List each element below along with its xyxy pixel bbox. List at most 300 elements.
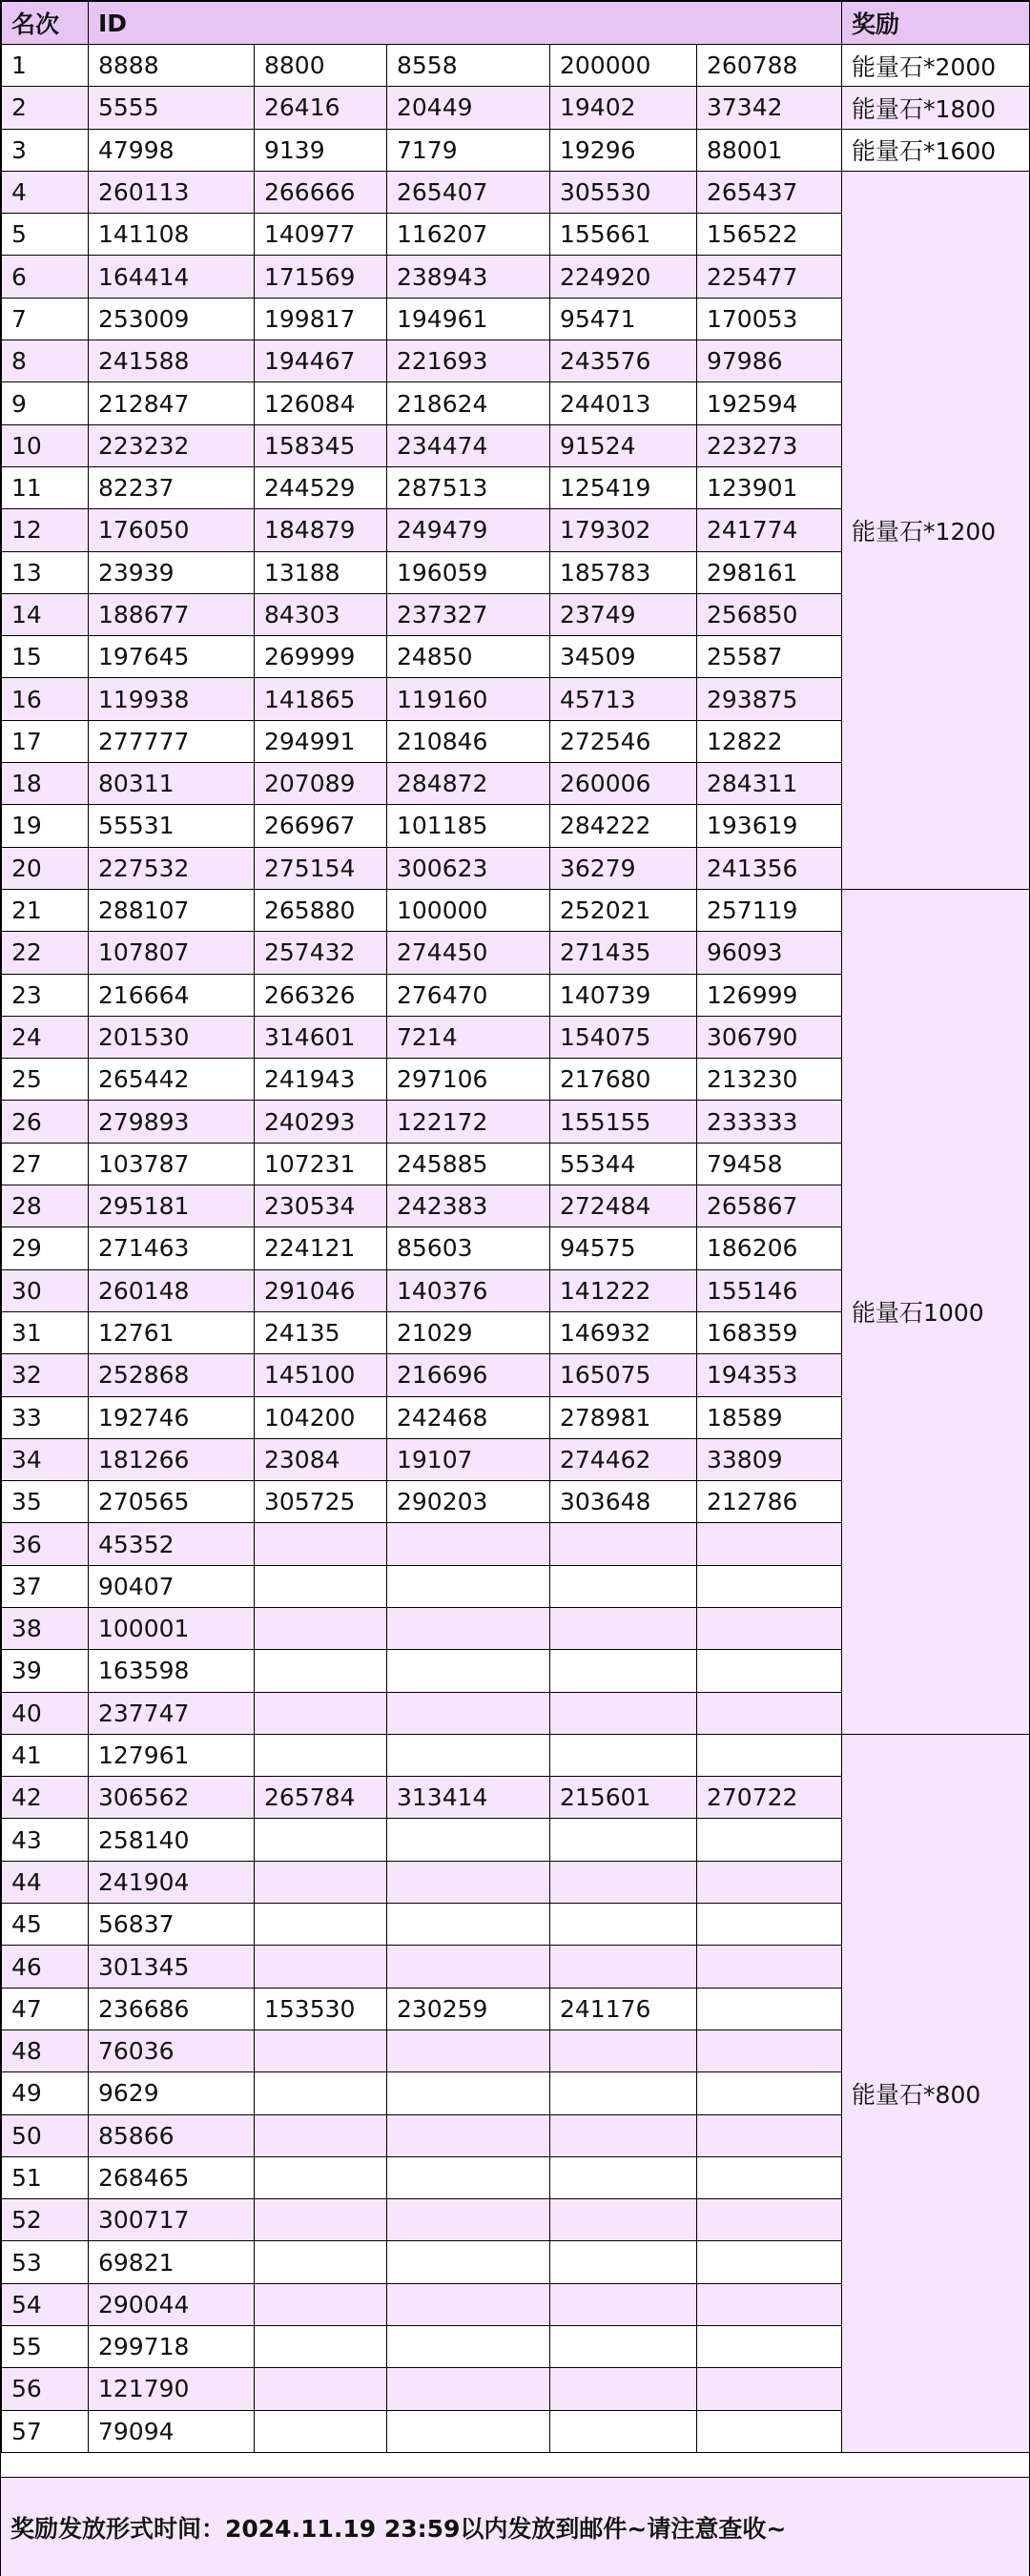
id-cell: 260006 [550, 763, 697, 805]
id-cell [387, 2072, 550, 2114]
id-cell [387, 2283, 550, 2325]
id-cell: 265880 [255, 889, 387, 931]
id-cell: 236686 [89, 1988, 255, 2030]
id-cell [550, 1734, 697, 1776]
id-cell: 25587 [697, 636, 842, 678]
id-cell: 186206 [697, 1227, 842, 1269]
id-cell [255, 1734, 387, 1776]
id-cell: 79458 [697, 1143, 842, 1185]
id-cell: 194353 [697, 1354, 842, 1396]
id-cell: 116207 [387, 214, 550, 256]
id-cell: 127961 [89, 1734, 255, 1776]
id-cell: 284222 [550, 805, 697, 847]
id-cell: 277777 [89, 720, 255, 762]
id-cell: 298161 [697, 551, 842, 593]
id-cell: 241356 [697, 847, 842, 889]
reward-cell: 能量石*1200 [842, 171, 1030, 889]
id-cell: 290044 [89, 2283, 255, 2325]
id-cell [255, 2156, 387, 2198]
id-cell: 284311 [697, 763, 842, 805]
id-cell: 237747 [89, 1692, 255, 1734]
id-cell: 85866 [89, 2114, 255, 2156]
id-cell: 241774 [697, 509, 842, 551]
rank-cell: 48 [2, 2030, 89, 2071]
id-cell [387, 2241, 550, 2283]
id-cell: 212847 [89, 382, 255, 424]
id-cell: 278981 [550, 1396, 697, 1438]
rank-cell: 25 [2, 1059, 89, 1101]
id-cell: 260113 [89, 171, 255, 213]
id-cell: 268465 [89, 2156, 255, 2198]
rank-cell: 30 [2, 1269, 89, 1311]
id-cell [387, 2368, 550, 2410]
id-cell: 272484 [550, 1185, 697, 1227]
id-cell: 88001 [697, 129, 842, 171]
id-cell: 224920 [550, 256, 697, 298]
id-cell: 20449 [387, 87, 550, 129]
id-cell [255, 1692, 387, 1734]
id-cell [697, 1565, 842, 1607]
rank-cell: 46 [2, 1946, 89, 1988]
id-cell: 241943 [255, 1059, 387, 1101]
id-cell: 244013 [550, 382, 697, 424]
id-cell: 241904 [89, 1861, 255, 1903]
id-cell: 201530 [89, 1016, 255, 1058]
id-cell [387, 1692, 550, 1734]
id-cell: 12761 [89, 1311, 255, 1353]
id-cell: 249479 [387, 509, 550, 551]
rank-cell: 20 [2, 847, 89, 889]
id-cell: 80311 [89, 763, 255, 805]
id-cell: 265407 [387, 171, 550, 213]
rank-cell: 39 [2, 1650, 89, 1692]
id-cell [255, 1607, 387, 1649]
id-cell [550, 1607, 697, 1649]
id-cell: 207089 [255, 763, 387, 805]
id-cell: 97986 [697, 340, 842, 382]
rank-cell: 32 [2, 1354, 89, 1396]
id-cell: 100001 [89, 1607, 255, 1649]
id-cell [387, 1946, 550, 1988]
id-cell: 271435 [550, 932, 697, 974]
id-cell: 303648 [550, 1481, 697, 1523]
id-cell [697, 1988, 842, 2030]
id-cell: 313414 [387, 1777, 550, 1819]
id-cell [387, 2199, 550, 2241]
id-cell: 33809 [697, 1438, 842, 1480]
id-cell [697, 2241, 842, 2283]
id-cell: 279893 [89, 1101, 255, 1143]
rank-cell: 49 [2, 2072, 89, 2114]
id-cell [550, 1650, 697, 1692]
id-cell: 299718 [89, 2326, 255, 2368]
id-cell [255, 2199, 387, 2241]
id-cell [255, 2114, 387, 2156]
id-cell [697, 2283, 842, 2325]
id-cell: 171569 [255, 256, 387, 298]
id-cell: 103787 [89, 1143, 255, 1185]
id-cell: 243576 [550, 340, 697, 382]
rank-cell: 21 [2, 889, 89, 931]
id-cell: 164414 [89, 256, 255, 298]
id-cell: 238943 [387, 256, 550, 298]
id-cell [387, 1904, 550, 1946]
id-cell [697, 1819, 842, 1861]
id-cell: 306790 [697, 1016, 842, 1058]
id-cell: 290203 [387, 1481, 550, 1523]
id-cell: 153530 [255, 1988, 387, 2030]
rank-cell: 40 [2, 1692, 89, 1734]
rank-cell: 50 [2, 2114, 89, 2156]
table-row [2, 45, 1030, 87]
id-cell [255, 2283, 387, 2325]
id-cell: 121790 [89, 2368, 255, 2410]
id-cell: 274462 [550, 1438, 697, 1480]
id-cell [697, 2156, 842, 2198]
rank-cell: 17 [2, 720, 89, 762]
rank-cell: 6 [2, 256, 89, 298]
id-cell: 141865 [255, 678, 387, 720]
id-cell [255, 2368, 387, 2410]
id-cell: 197645 [89, 636, 255, 678]
id-cell: 300717 [89, 2199, 255, 2241]
id-cell [550, 2156, 697, 2198]
id-cell: 230534 [255, 1185, 387, 1227]
table-row [2, 1734, 1030, 1776]
rank-cell: 23 [2, 974, 89, 1016]
rank-cell: 19 [2, 805, 89, 847]
id-cell: 8888 [89, 45, 255, 87]
id-cell: 252021 [550, 889, 697, 931]
rank-cell: 42 [2, 1777, 89, 1819]
id-cell [550, 1523, 697, 1565]
id-cell: 266967 [255, 805, 387, 847]
id-cell [550, 1904, 697, 1946]
rank-cell: 4 [2, 171, 89, 213]
id-cell: 126084 [255, 382, 387, 424]
id-cell [255, 1523, 387, 1565]
id-cell: 276470 [387, 974, 550, 1016]
id-cell: 82237 [89, 466, 255, 508]
id-cell: 158345 [255, 424, 387, 466]
id-cell: 194961 [387, 298, 550, 340]
id-cell: 210846 [387, 720, 550, 762]
id-cell: 24850 [387, 636, 550, 678]
id-cell: 234474 [387, 424, 550, 466]
id-cell: 244529 [255, 466, 387, 508]
id-cell: 217680 [550, 1059, 697, 1101]
id-cell [255, 2241, 387, 2283]
id-cell: 95471 [550, 298, 697, 340]
id-cell [387, 1523, 550, 1565]
rank-cell: 9 [2, 382, 89, 424]
id-cell: 265867 [697, 1185, 842, 1227]
id-cell: 194467 [255, 340, 387, 382]
id-cell: 242383 [387, 1185, 550, 1227]
id-cell: 170053 [697, 298, 842, 340]
rank-cell: 11 [2, 466, 89, 508]
id-cell: 227532 [89, 847, 255, 889]
rank-cell: 55 [2, 2326, 89, 2368]
rank-cell: 31 [2, 1311, 89, 1353]
id-cell: 223273 [697, 424, 842, 466]
rank-cell: 38 [2, 1607, 89, 1649]
id-cell: 91524 [550, 424, 697, 466]
id-cell: 23749 [550, 593, 697, 635]
id-cell: 257432 [255, 932, 387, 974]
id-cell: 242468 [387, 1396, 550, 1438]
id-cell: 140977 [255, 214, 387, 256]
id-cell [550, 1819, 697, 1861]
rank-cell: 44 [2, 1861, 89, 1903]
id-cell: 100000 [387, 889, 550, 931]
id-cell: 288107 [89, 889, 255, 931]
id-cell [550, 1946, 697, 1988]
id-cell [697, 1904, 842, 1946]
id-cell: 145100 [255, 1354, 387, 1396]
id-cell: 265437 [697, 171, 842, 213]
id-cell [387, 1565, 550, 1607]
rank-cell: 14 [2, 593, 89, 635]
id-cell [697, 2410, 842, 2452]
id-cell [697, 1734, 842, 1776]
id-cell: 107231 [255, 1143, 387, 1185]
id-cell: 260788 [697, 45, 842, 87]
id-cell [255, 2326, 387, 2368]
id-cell [550, 1692, 697, 1734]
id-cell [387, 2326, 550, 2368]
id-cell: 155661 [550, 214, 697, 256]
id-cell [697, 2368, 842, 2410]
id-cell: 141222 [550, 1269, 697, 1311]
id-cell: 257119 [697, 889, 842, 931]
id-cell: 256850 [697, 593, 842, 635]
id-cell [387, 1819, 550, 1861]
id-cell [550, 1861, 697, 1903]
rank-cell: 54 [2, 2283, 89, 2325]
id-cell: 8800 [255, 45, 387, 87]
id-cell: 140739 [550, 974, 697, 1016]
rank-cell: 15 [2, 636, 89, 678]
rank-cell: 13 [2, 551, 89, 593]
id-cell: 126999 [697, 974, 842, 1016]
id-cell [255, 1904, 387, 1946]
id-cell: 56837 [89, 1904, 255, 1946]
id-cell: 107807 [89, 932, 255, 974]
id-cell: 8558 [387, 45, 550, 87]
id-cell: 265442 [89, 1059, 255, 1101]
id-cell [697, 2072, 842, 2114]
id-cell: 45713 [550, 678, 697, 720]
rank-cell: 36 [2, 1523, 89, 1565]
id-cell [550, 2326, 697, 2368]
id-cell: 96093 [697, 932, 842, 974]
rank-cell: 27 [2, 1143, 89, 1185]
rank-cell: 16 [2, 678, 89, 720]
id-cell [387, 1607, 550, 1649]
id-cell: 199817 [255, 298, 387, 340]
id-cell [550, 2241, 697, 2283]
id-cell: 19107 [387, 1438, 550, 1480]
id-cell: 253009 [89, 298, 255, 340]
id-cell: 84303 [255, 593, 387, 635]
id-cell: 245885 [387, 1143, 550, 1185]
id-cell: 260148 [89, 1269, 255, 1311]
id-cell: 76036 [89, 2030, 255, 2071]
id-cell [550, 1565, 697, 1607]
table-header [2, 2, 1030, 45]
id-cell: 24135 [255, 1311, 387, 1353]
id-cell: 125419 [550, 466, 697, 508]
rank-cell: 34 [2, 1438, 89, 1480]
id-cell: 155155 [550, 1101, 697, 1143]
id-cell: 90407 [89, 1565, 255, 1607]
table-row [2, 129, 1030, 171]
rank-cell: 33 [2, 1396, 89, 1438]
id-cell [387, 2030, 550, 2071]
id-cell: 221693 [387, 340, 550, 382]
id-cell: 181266 [89, 1438, 255, 1480]
id-cell [387, 1650, 550, 1692]
id-cell: 163598 [89, 1650, 255, 1692]
id-cell: 69821 [89, 2241, 255, 2283]
id-cell: 192594 [697, 382, 842, 424]
footer-note: 奖励发放形式时间：2024.11.19 23:59以内发放到邮件~请注意查收~ [1, 2477, 1029, 2576]
id-cell: 47998 [89, 129, 255, 171]
ranking-table [1, 1, 1030, 2453]
id-cell: 200000 [550, 45, 697, 87]
id-cell: 270565 [89, 1481, 255, 1523]
reward-cell: 能量石1000 [842, 889, 1030, 1734]
id-cell: 293875 [697, 678, 842, 720]
id-cell: 196059 [387, 551, 550, 593]
rank-cell: 28 [2, 1185, 89, 1227]
id-cell: 184879 [255, 509, 387, 551]
rank-cell: 3 [2, 129, 89, 171]
rank-cell: 24 [2, 1016, 89, 1058]
id-cell: 213230 [697, 1059, 842, 1101]
id-cell [550, 2199, 697, 2241]
table-row [2, 87, 1030, 129]
id-cell: 12822 [697, 720, 842, 762]
id-cell: 9629 [89, 2072, 255, 2114]
id-cell: 55344 [550, 1143, 697, 1185]
id-cell: 104200 [255, 1396, 387, 1438]
id-cell [697, 1607, 842, 1649]
header-reward: 奖励 [842, 2, 1030, 45]
id-cell [387, 2114, 550, 2156]
id-cell [387, 2156, 550, 2198]
id-cell: 218624 [387, 382, 550, 424]
id-cell [697, 1946, 842, 1988]
id-cell [697, 2326, 842, 2368]
id-cell: 140376 [387, 1269, 550, 1311]
rank-cell: 12 [2, 509, 89, 551]
id-cell: 287513 [387, 466, 550, 508]
id-cell: 216664 [89, 974, 255, 1016]
id-cell [697, 1861, 842, 1903]
id-cell: 19402 [550, 87, 697, 129]
id-cell [255, 2030, 387, 2071]
id-cell: 241176 [550, 1988, 697, 2030]
rank-cell: 56 [2, 2368, 89, 2410]
rank-cell: 52 [2, 2199, 89, 2241]
rank-cell: 53 [2, 2241, 89, 2283]
rank-cell: 8 [2, 340, 89, 382]
table-row [2, 171, 1030, 213]
id-cell: 275154 [255, 847, 387, 889]
rank-cell: 1 [2, 45, 89, 87]
rank-cell: 26 [2, 1101, 89, 1143]
id-cell [550, 2410, 697, 2452]
rank-cell: 47 [2, 1988, 89, 2030]
id-cell: 168359 [697, 1311, 842, 1353]
id-cell [255, 1819, 387, 1861]
table-body [2, 45, 1030, 2453]
id-cell: 119160 [387, 678, 550, 720]
id-cell [255, 1565, 387, 1607]
rank-cell: 18 [2, 763, 89, 805]
id-cell: 179302 [550, 509, 697, 551]
rank-cell: 37 [2, 1565, 89, 1607]
id-cell: 123901 [697, 466, 842, 508]
id-cell [387, 1734, 550, 1776]
id-cell: 101185 [387, 805, 550, 847]
id-cell: 188677 [89, 593, 255, 635]
header-id: ID [89, 2, 842, 45]
id-cell: 212786 [697, 1481, 842, 1523]
id-cell: 291046 [255, 1269, 387, 1311]
id-cell [697, 1650, 842, 1692]
id-cell: 258140 [89, 1819, 255, 1861]
rank-cell: 7 [2, 298, 89, 340]
id-cell: 300623 [387, 847, 550, 889]
id-cell: 193619 [697, 805, 842, 847]
rank-cell: 43 [2, 1819, 89, 1861]
id-cell: 13188 [255, 551, 387, 593]
id-cell: 224121 [255, 1227, 387, 1269]
id-cell: 301345 [89, 1946, 255, 1988]
id-cell: 23939 [89, 551, 255, 593]
id-cell [255, 1946, 387, 1988]
id-cell: 265784 [255, 1777, 387, 1819]
id-cell: 305725 [255, 1481, 387, 1523]
id-cell: 284872 [387, 763, 550, 805]
rank-cell: 41 [2, 1734, 89, 1776]
id-cell: 85603 [387, 1227, 550, 1269]
id-cell: 23084 [255, 1438, 387, 1480]
id-cell [550, 2072, 697, 2114]
id-cell: 295181 [89, 1185, 255, 1227]
rank-cell: 22 [2, 932, 89, 974]
id-cell [550, 2283, 697, 2325]
id-cell: 294991 [255, 720, 387, 762]
id-cell: 237327 [387, 593, 550, 635]
id-cell: 26416 [255, 87, 387, 129]
id-cell [697, 2114, 842, 2156]
id-cell: 55531 [89, 805, 255, 847]
id-cell [697, 2030, 842, 2071]
id-cell: 270722 [697, 1777, 842, 1819]
id-cell: 45352 [89, 1523, 255, 1565]
id-cell: 240293 [255, 1101, 387, 1143]
id-cell: 215601 [550, 1777, 697, 1819]
id-cell [255, 1650, 387, 1692]
id-cell: 122172 [387, 1101, 550, 1143]
id-cell [255, 2072, 387, 2114]
id-cell: 306562 [89, 1777, 255, 1819]
reward-cell: 能量石*2000 [842, 45, 1030, 87]
